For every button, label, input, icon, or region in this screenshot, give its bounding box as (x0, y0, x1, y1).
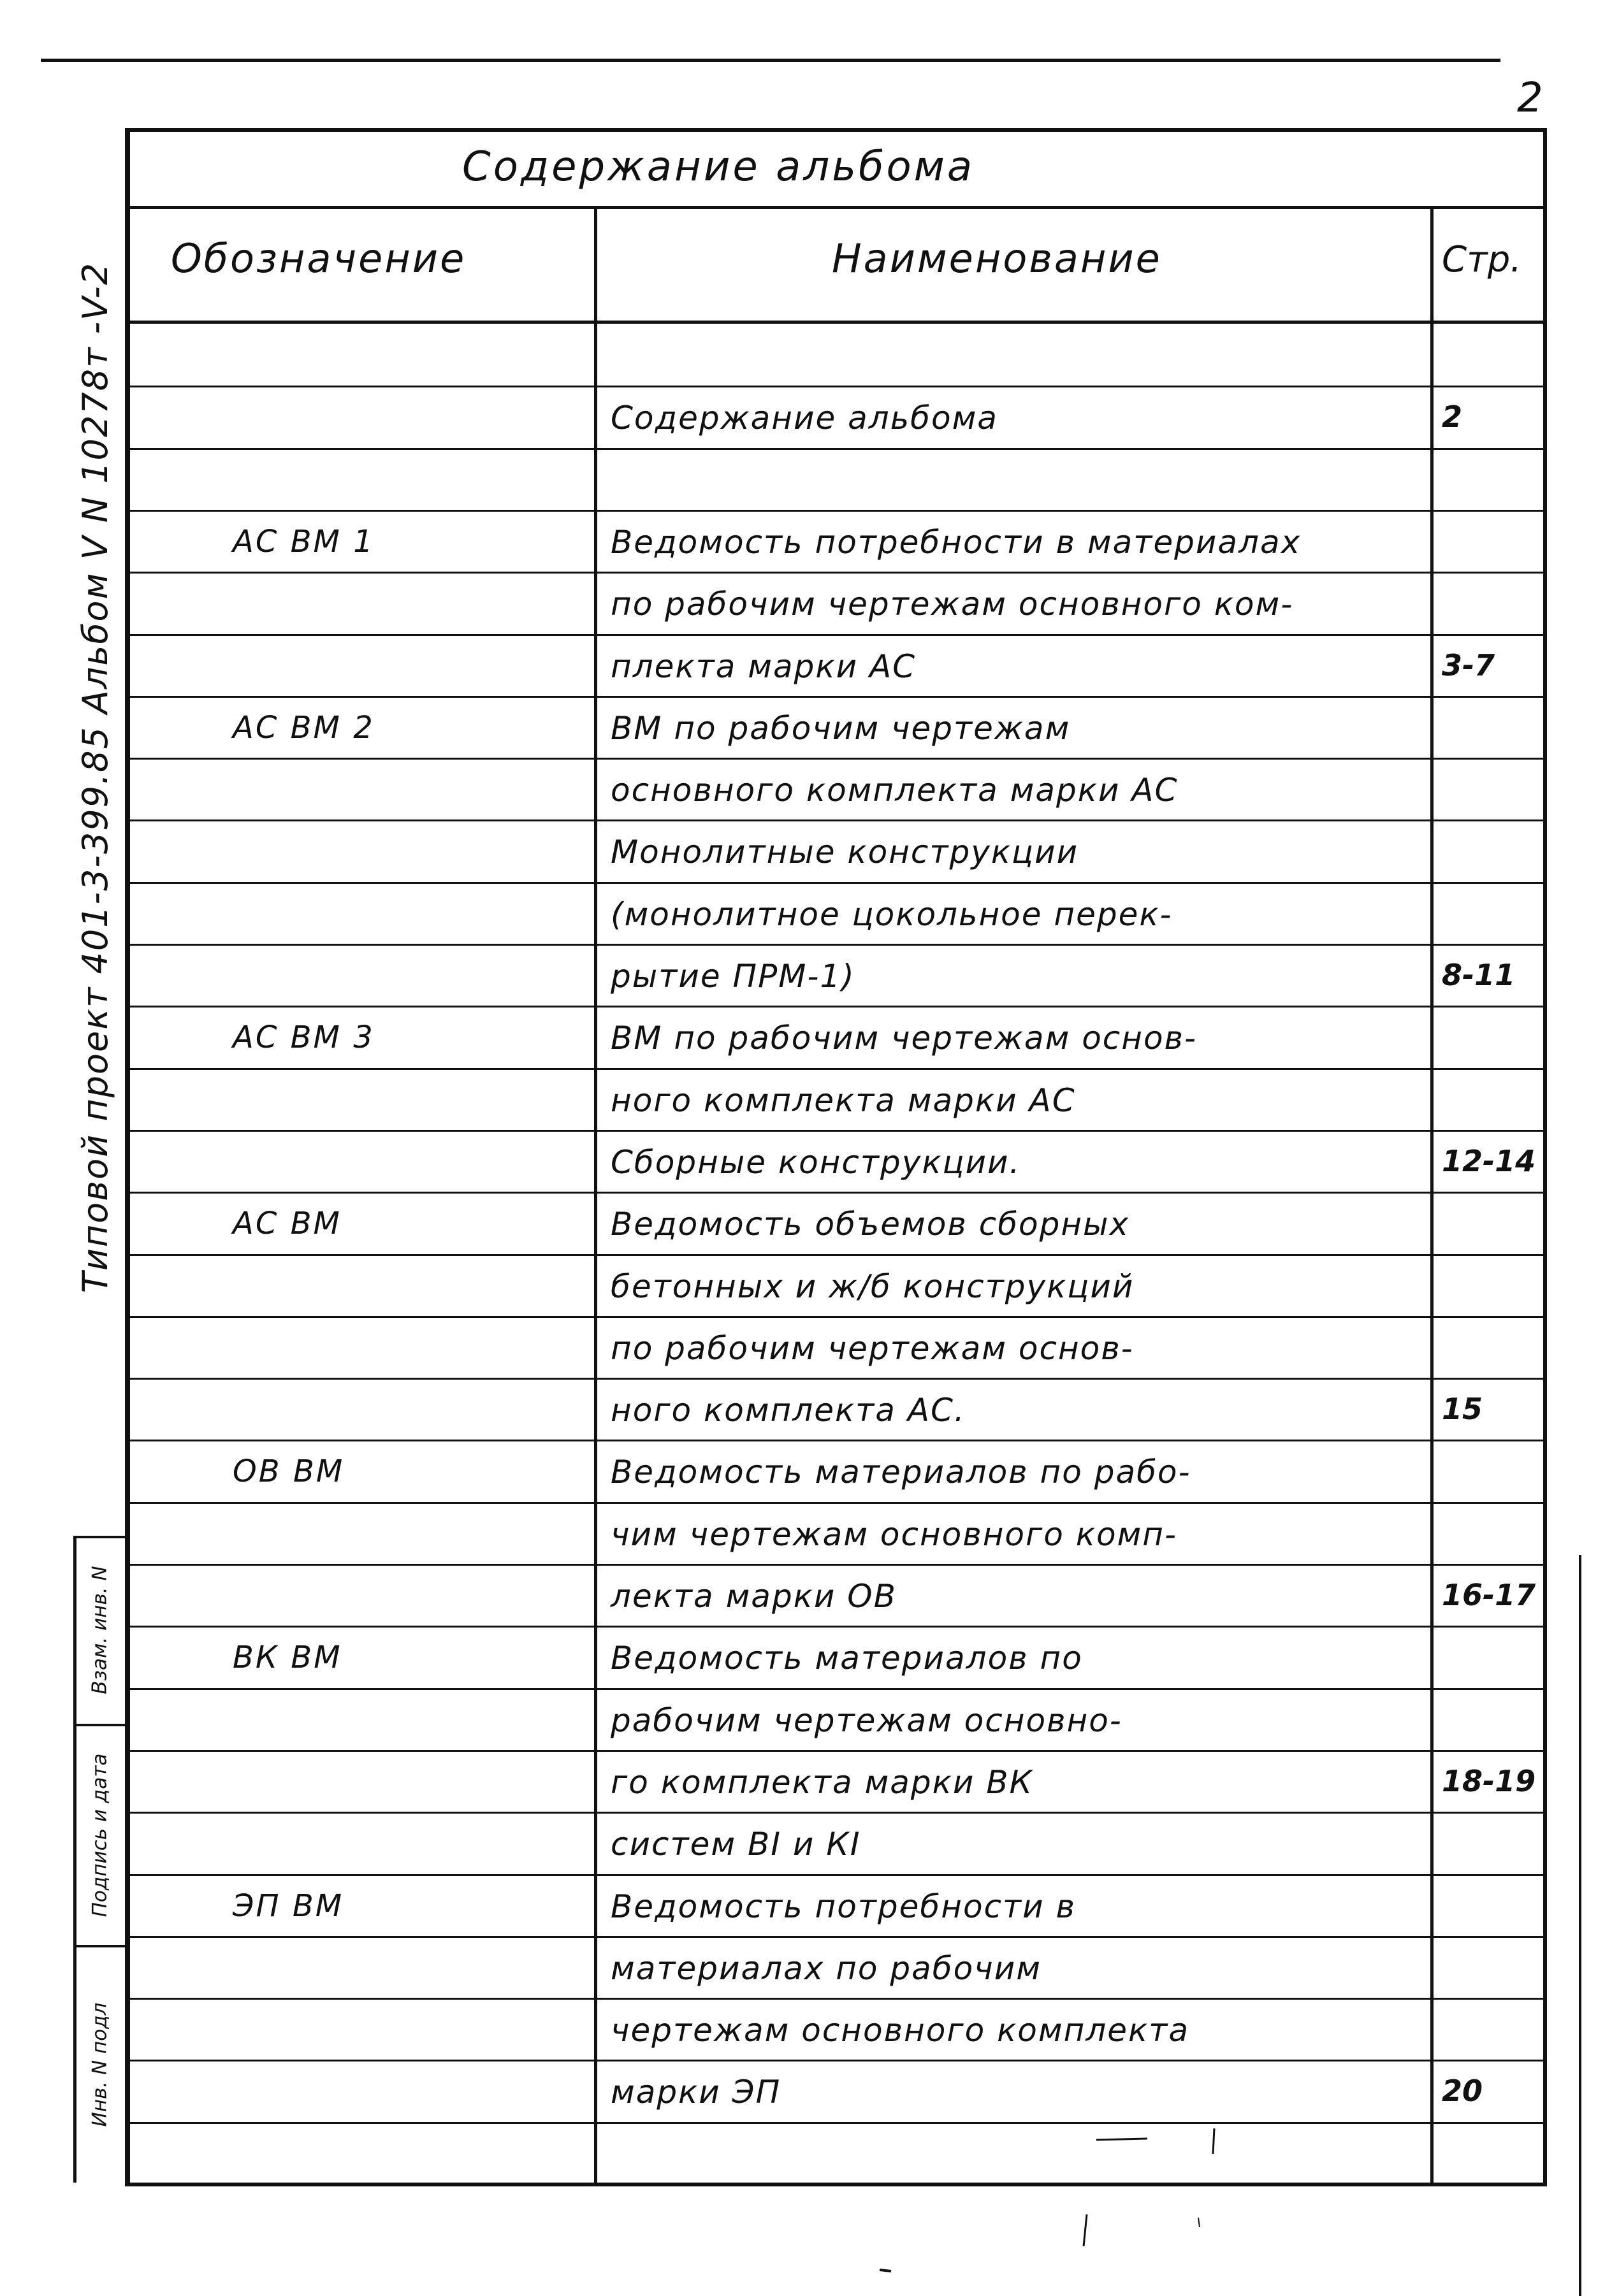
row-name: ного комплекта марки АС (611, 1082, 1076, 1119)
row-name: Содержание альбома (611, 400, 998, 437)
row-divider (127, 572, 1544, 574)
row-name: Ведомость потребности в материалах (611, 524, 1302, 561)
row-designation: АС ВМ 2 (233, 710, 375, 746)
row-divider (127, 1564, 1544, 1566)
row-divider (127, 1006, 1544, 1007)
top-border-line (41, 59, 1500, 62)
row-divider (127, 510, 1544, 512)
row-divider (127, 1812, 1544, 1814)
row-name: Монолитные конструкции (611, 834, 1079, 870)
row-name: (монолитное цокольное перек- (611, 896, 1173, 933)
row-page: 8-11 (1442, 958, 1516, 992)
row-divider (127, 2122, 1544, 2124)
row-name: плекта марки АС (611, 648, 917, 685)
row-divider (127, 1936, 1544, 1938)
row-divider (127, 1688, 1544, 1690)
row-name: ВМ по рабочим чертежам (611, 710, 1071, 747)
stamp-divider-2 (73, 1724, 127, 1726)
row-page: 18-19 (1442, 1764, 1536, 1798)
row-divider (127, 1626, 1544, 1628)
row-name: по рабочим чертежам основ- (611, 1330, 1134, 1367)
row-page: 15 (1442, 1392, 1483, 1426)
row-designation: АС ВМ (233, 1206, 342, 1241)
row-name: бетонных и ж/б конструкций (611, 1268, 1135, 1305)
row-name: рабочим чертежам основно- (611, 1702, 1122, 1739)
stamp-left-line (73, 1536, 76, 2183)
row-divider (127, 1378, 1544, 1380)
row-divider (127, 1192, 1544, 1194)
row-name: чертежам основного комплекта (611, 2012, 1189, 2049)
row-name: Ведомость объемов сборных (611, 1206, 1130, 1243)
row-divider (127, 2060, 1544, 2061)
side-project-label: Типовой проект 401-3-399.85 Альбом V N 10278т -V-2 (75, 261, 115, 1294)
row-page: 2 (1442, 400, 1463, 434)
header-page: Стр. (1442, 239, 1522, 280)
frame-left-line (125, 129, 130, 2186)
frame-top-line (125, 128, 1547, 132)
table-title: Содержание альбома (462, 143, 975, 191)
row-name: Ведомость потребности в (611, 1888, 1077, 1925)
column-divider-2 (1430, 207, 1434, 2184)
row-divider (127, 944, 1544, 946)
row-divider (127, 1998, 1544, 2000)
row-name: ного комплекта АС. (611, 1392, 966, 1429)
frame-right-line (1543, 129, 1547, 2186)
row-divider (127, 1750, 1544, 1752)
frame-bottom-line (125, 2183, 1547, 2186)
row-page: 16-17 (1442, 1578, 1536, 1612)
row-name: Ведомость материалов по рабо- (611, 1454, 1191, 1491)
header-designation: Обозначение (171, 235, 467, 282)
row-divider (127, 1440, 1544, 1441)
row-page: 12-14 (1442, 1144, 1536, 1178)
row-divider (127, 1254, 1544, 1256)
row-name: лекта марки ОВ (611, 1578, 897, 1615)
row-page: 3-7 (1442, 648, 1495, 682)
row-name: Сборные конструкции. (611, 1144, 1021, 1181)
page-right-edge-line (1579, 1555, 1581, 2296)
row-divider (127, 1316, 1544, 1318)
header-name: Наименование (832, 235, 1162, 282)
row-divider (127, 882, 1544, 884)
row-divider (127, 819, 1544, 821)
row-name: рытие ПРМ-1) (611, 958, 855, 995)
row-name: го комплекта марки ВК (611, 1764, 1034, 1801)
row-name: систем ВI и КI (611, 1826, 861, 1863)
row-name: чим чертежам основного комп- (611, 1516, 1177, 1553)
row-name: основного комплекта марки АС (611, 772, 1179, 809)
stamp-divider-1 (73, 1536, 127, 1538)
column-divider-1 (594, 207, 597, 2184)
stamp-signature-date: Подпись и дата (88, 1753, 112, 1917)
row-divider (127, 696, 1544, 698)
row-name: материалах по рабочим (611, 1950, 1042, 1987)
row-divider (127, 448, 1544, 450)
stamp-vzam-inv-no: Взам. инв. N (88, 1566, 112, 1694)
row-divider (127, 1874, 1544, 1876)
row-divider (127, 634, 1544, 636)
header-row-divider (127, 321, 1544, 324)
row-divider (127, 386, 1544, 387)
row-divider (127, 1502, 1544, 1504)
row-divider (127, 1130, 1544, 1132)
sheet-number: 2 (1517, 75, 1546, 122)
stamp-divider-3 (73, 1945, 127, 1947)
row-name: марки ЭП (611, 2074, 781, 2111)
row-page: 20 (1442, 2074, 1483, 2108)
row-designation: АС ВМ 1 (233, 524, 375, 560)
row-name: Ведомость материалов по (611, 1640, 1083, 1677)
row-designation: ЭП ВМ (233, 1888, 344, 1924)
row-name: ВМ по рабочим чертежам основ- (611, 1020, 1198, 1057)
row-divider (127, 758, 1544, 760)
row-divider (127, 1068, 1544, 1070)
row-name: по рабочим чертежам основного ком- (611, 586, 1294, 623)
title-row-divider (127, 206, 1544, 209)
row-designation: ВК ВМ (233, 1640, 342, 1675)
stamp-inv-no-podl: Инв. N подл (88, 2002, 112, 2127)
row-designation: ОВ ВМ (233, 1454, 345, 1489)
row-designation: АС ВМ 3 (233, 1020, 375, 1055)
